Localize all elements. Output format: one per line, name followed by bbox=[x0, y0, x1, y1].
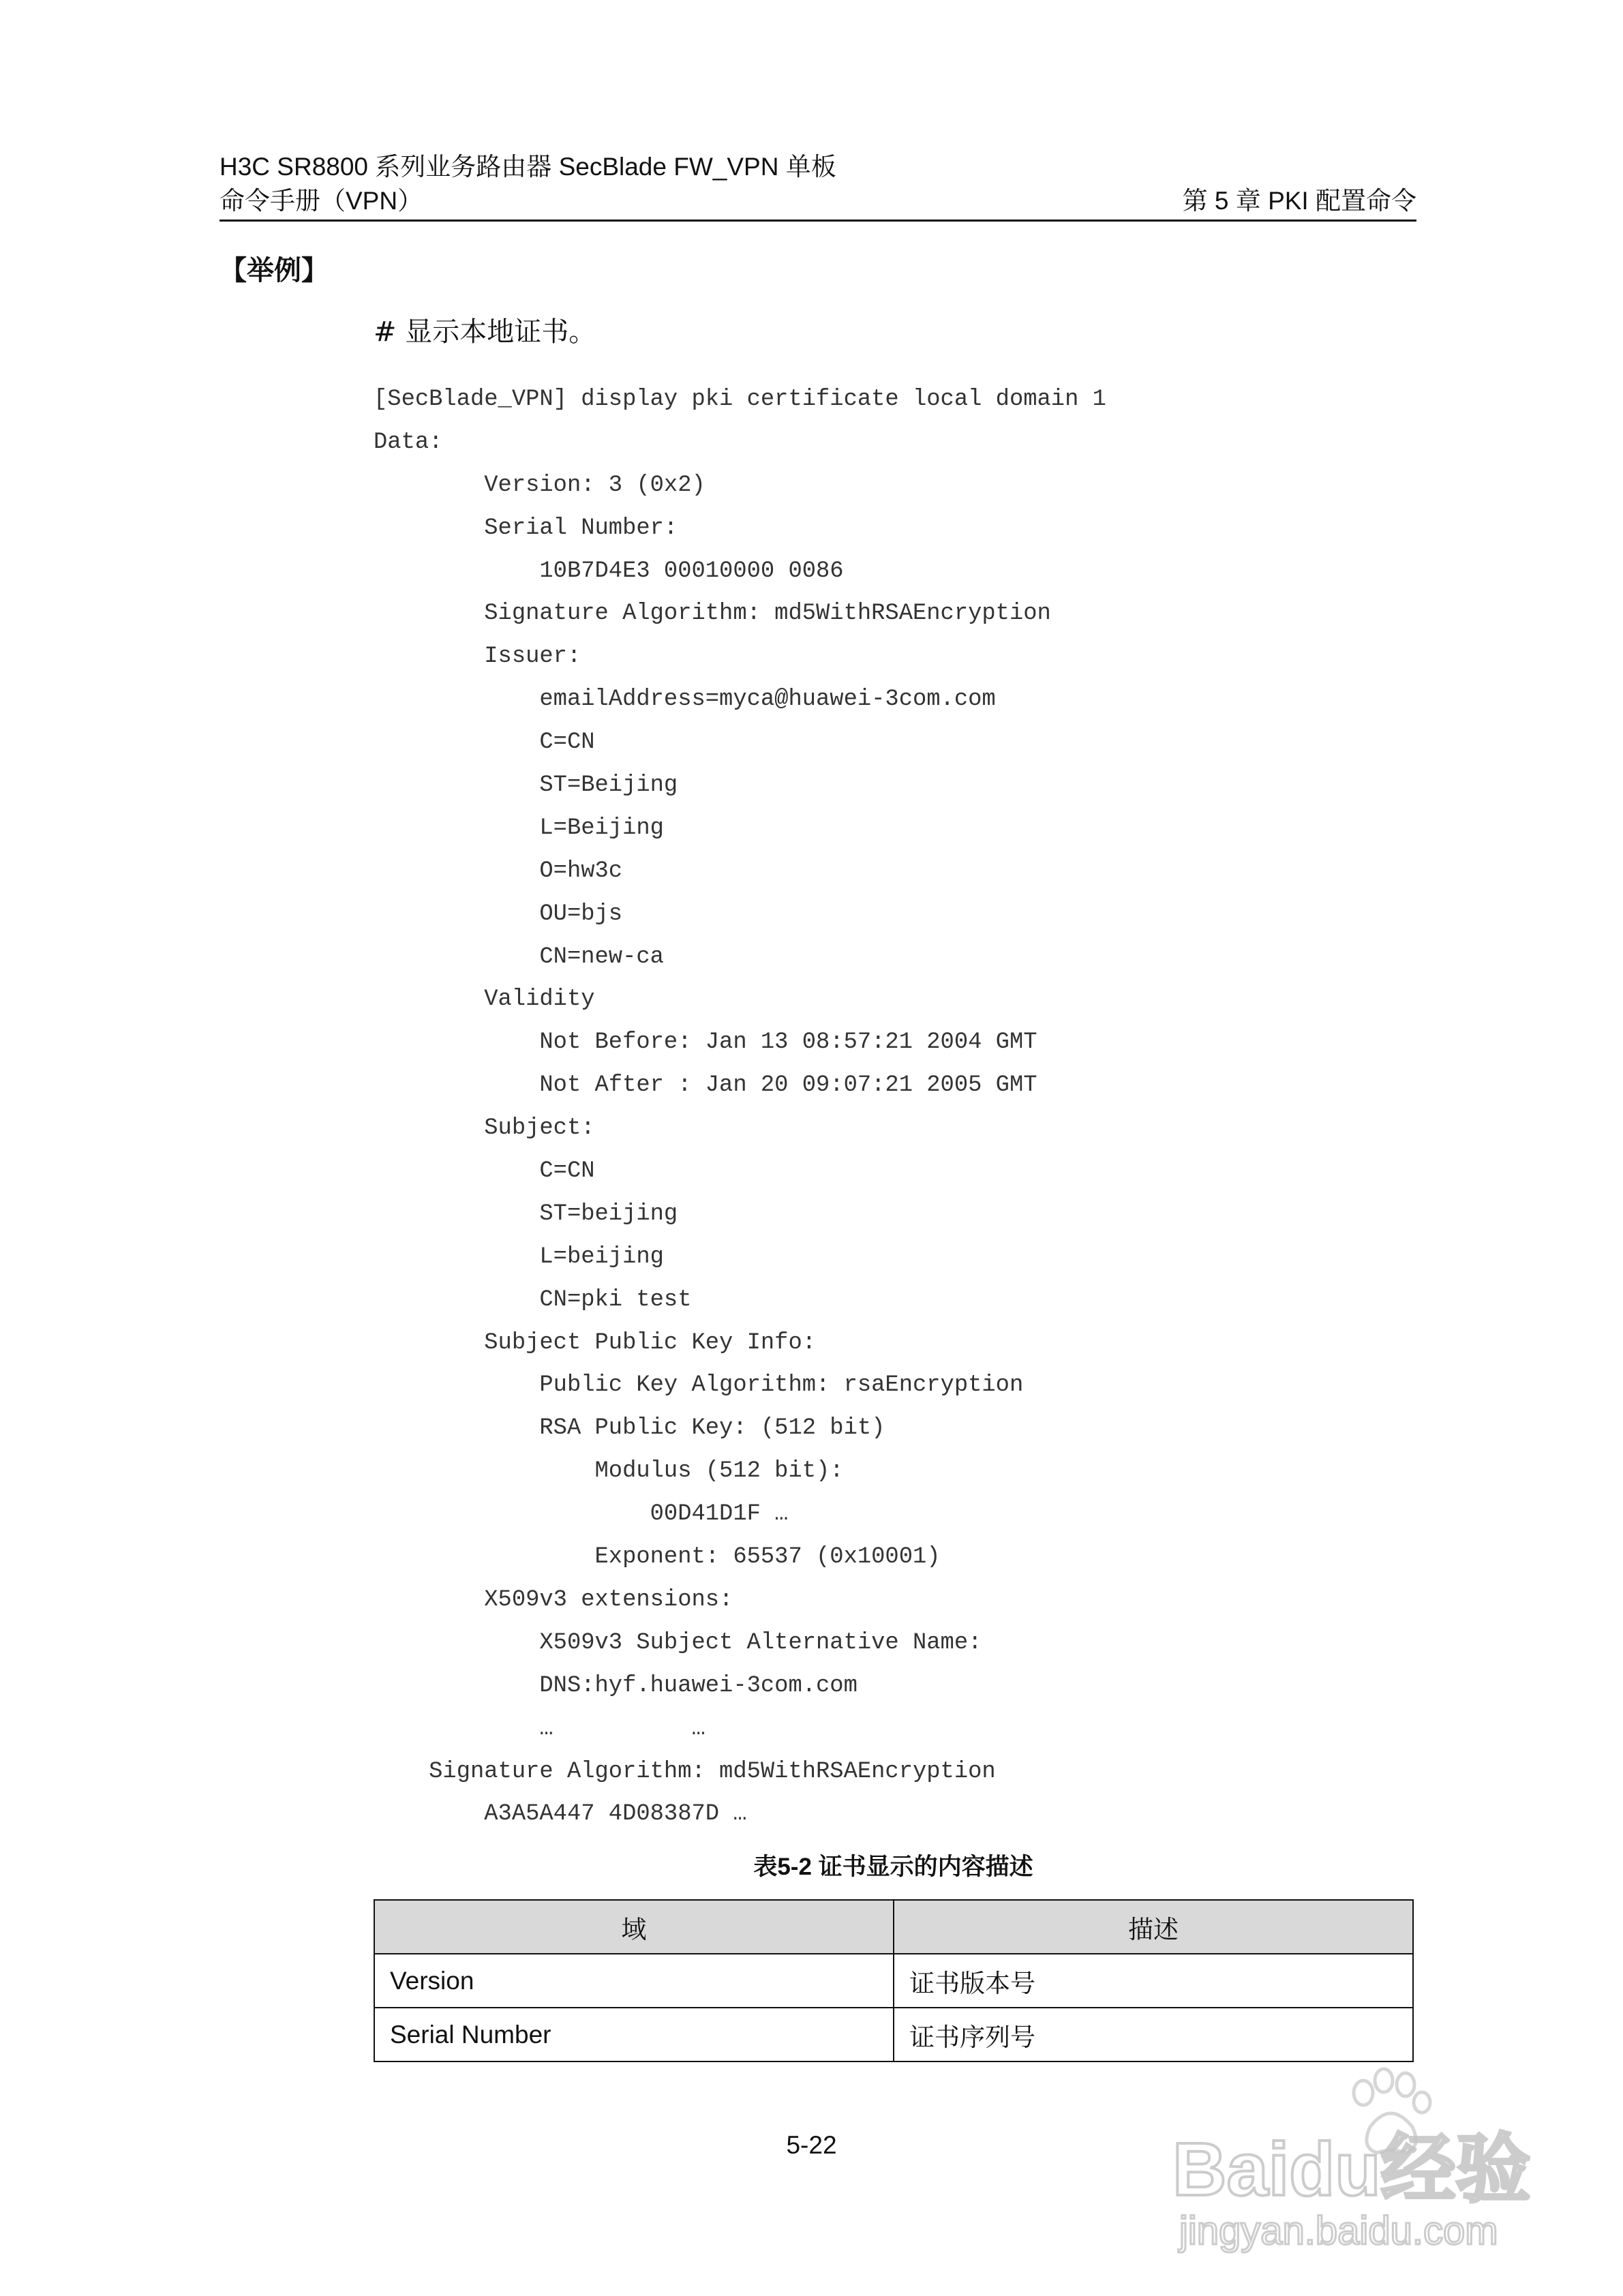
table-row bbox=[374, 1954, 1413, 2008]
code-line: Subject Public Key Info: bbox=[374, 1329, 817, 1356]
header-rule bbox=[219, 220, 1416, 222]
code-line: ST=Beijing bbox=[374, 772, 678, 799]
table-caption: 表5-2 证书显示的内容描述 bbox=[753, 1854, 1033, 1880]
table-cell-field: Version bbox=[374, 1954, 894, 2008]
watermark-url: jingyan.baidu.com bbox=[1179, 2209, 1498, 2253]
code-line: Data: bbox=[374, 429, 443, 455]
code-line: [SecBlade_VPN] display pki certificate local domain 1 bbox=[374, 387, 1106, 412]
table-cell-description: 证书版本号 bbox=[894, 1954, 1413, 2008]
code-line: C=CN bbox=[374, 729, 595, 756]
code-line: Issuer: bbox=[374, 644, 581, 670]
code-line: A3A5A447 4D08387D … bbox=[374, 1801, 747, 1828]
code-line: 00D41D1F … bbox=[374, 1501, 789, 1528]
header-title-line1: H3C SR8800 系列业务路由器 SecBlade FW_VPN 单板 bbox=[219, 153, 836, 181]
code-line: OU=bjs bbox=[374, 901, 623, 927]
code-line: Exponent: 65537 (0x10001) bbox=[374, 1544, 941, 1571]
code-line: Subject: bbox=[374, 1115, 595, 1142]
code-line: X509v3 Subject Alternative Name: bbox=[374, 1629, 982, 1656]
code-line: CN=pki test bbox=[374, 1286, 692, 1313]
baidu-jingyan-watermark bbox=[1159, 2052, 1554, 2256]
table-header-description: 描述 bbox=[894, 1900, 1413, 1954]
code-line: Signature Algorithm: md5WithRSAEncryption bbox=[374, 1758, 996, 1785]
table-header-field: 域 bbox=[374, 1900, 894, 1954]
header-chapter: 第 5 章 PKI 配置命令 bbox=[1182, 187, 1416, 215]
code-line: … … bbox=[374, 1715, 706, 1742]
code-line: Signature Algorithm: md5WithRSAEncryption bbox=[374, 601, 1051, 627]
table-cell-description: 证书序列号 bbox=[894, 2008, 1413, 2061]
description-table bbox=[374, 1899, 1414, 2062]
section-title: 【举例】 bbox=[219, 256, 329, 286]
code-line: CN=new-ca bbox=[374, 943, 664, 970]
code-line: Not Before: Jan 13 08:57:21 2004 GMT bbox=[374, 1029, 1037, 1056]
code-line: ST=beijing bbox=[374, 1200, 678, 1227]
code-line: C=CN bbox=[374, 1158, 595, 1185]
code-line: L=beijing bbox=[374, 1243, 664, 1270]
page-number: 5-22 bbox=[786, 2131, 837, 2159]
code-line: DNS:hyf.huawei-3com.com bbox=[374, 1672, 858, 1699]
code-line: Validity bbox=[374, 986, 595, 1013]
code-line: 10B7D4E3 00010000 0086 bbox=[374, 558, 844, 584]
code-line: emailAddress=myca@huawei-3com.com bbox=[374, 686, 996, 713]
code-line: Public Key Algorithm: rsaEncryption bbox=[374, 1372, 1024, 1399]
code-line: X509v3 extensions: bbox=[374, 1586, 733, 1613]
code-block bbox=[374, 378, 1106, 1836]
table-header-row bbox=[374, 1900, 1413, 1954]
example-intro: # 显示本地证书。 bbox=[374, 316, 596, 348]
code-line: Version: 3 (0x2) bbox=[374, 472, 706, 498]
header-title-line2: 命令手册（VPN） bbox=[219, 187, 423, 215]
code-line: RSA Public Key: (512 bit) bbox=[374, 1415, 885, 1442]
code-line: O=hw3c bbox=[374, 858, 623, 884]
table-cell-field: Serial Number bbox=[374, 2008, 894, 2061]
code-line: L=Beijing bbox=[374, 815, 664, 841]
watermark-brand: Baidu经验 bbox=[1172, 2128, 1531, 2211]
code-line: Modulus (512 bit): bbox=[374, 1458, 844, 1485]
code-line: Not After : Jan 20 09:07:21 2005 GMT bbox=[374, 1072, 1037, 1099]
code-line: Serial Number: bbox=[374, 515, 678, 541]
